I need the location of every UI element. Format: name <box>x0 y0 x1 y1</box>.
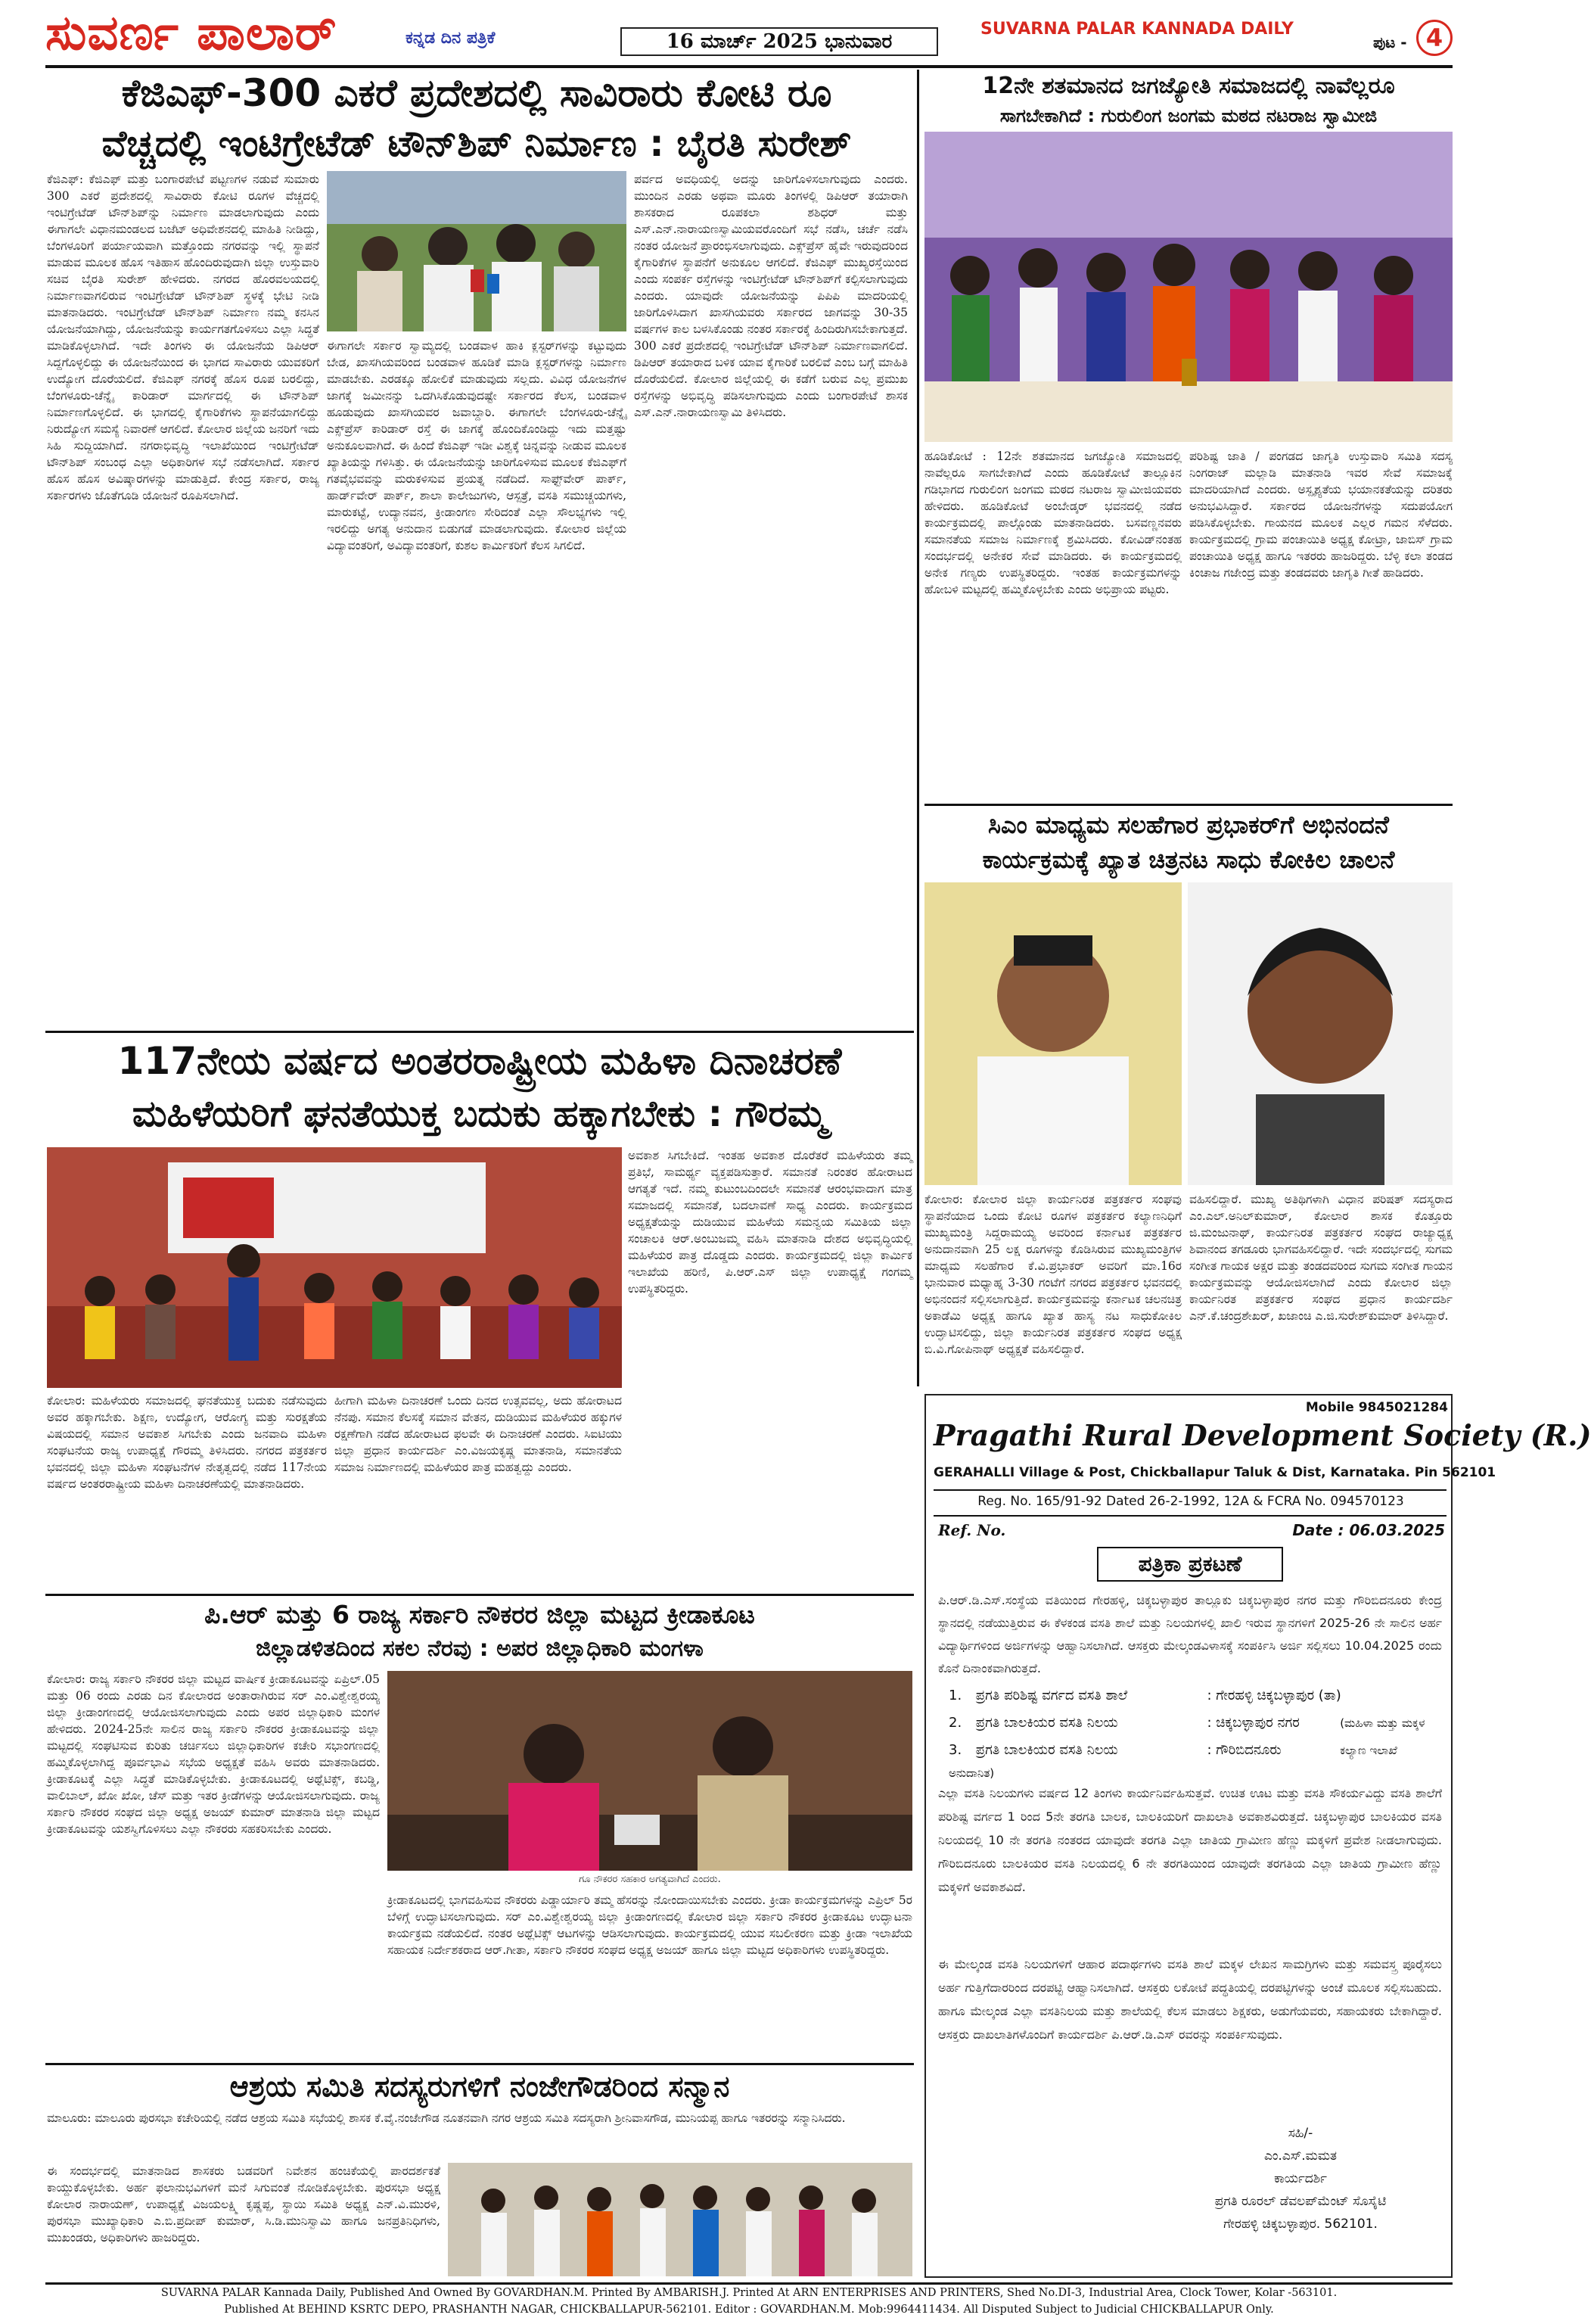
story1-col3: ಪರ್ವದ ಅವಧಿಯಲ್ಲಿ ಅದನ್ನು ಜಾರಿಗೊಳಿಸಲಾಗುವುದು ಎಂದರು. ಮುಂದಿನ ಎರಡು ಅಥವಾ ಮೂರು ತಿಂಗಳಲ್ಲಿ ಡಿಪಿಆರ್ ತಯಾರಾಗಿ ಶಾಸಕರಾದ ರೂಪಕಲಾ ಶಶಿಧರ್ ಮತ್ತು ಎಸ್.ಎನ್.ನಾರಾಯಣಸ್ವಾಮಿಯವರೊಂದಿಗೆ ಸಭೆ ನಡೆಸಿ, ಚರ್ಚೆ ನಡೆಸಿ ನಂತರ ಯೋಜನೆ ಪ್ರಾರಂಭಿಸಲಾಗುವುದು. ಎಕ್ಸ್‌ಪ್ರೆಸ್ ಹೈವೇ ಇರುವುದರಿಂದ ಕೈಗಾರಿಕೆಗಳ ಸ್ಥಾಪನೆಗೆ ಅನುಕೂಲ ಆಗಲಿದೆ. ಕೆಜಿಎಫ್ ಮುಖ್ಯರಸ್ತೆಯಿಂದ ಎಂದು ಸಂಪರ್ಕ ರಸ್ತೆಗಳನ್ನು ಇಂಟಿಗ್ರೇಟೆಡ್ ಟೌನ್‌ಶಿಪ್‌ಗೆ ಕಲ್ಪಿಸಲಾಗುವುದು ಎಂದರು. ಯಾವುದೇ ಯೋಜನೆಯನ್ನು ಪಿಪಿಪಿ ಮಾದರಿಯಲ್ಲಿ ಜಾರಿಗೊಳಿಸಿದಾಗ ಖಾಸಗಿಯವರು ಸರ್ಕಾರದ ಜಾಗವನ್ನು 30-35 ವರ್ಷಗಳ ಕಾಲ ಬಳಸಿಕೊಂಡು ನಂತರ ಸರ್ಕಾರಕ್ಕೆ ಹಿಂದಿರುಗಿಸಬೇಕಾಗುತ್ತದೆ. 300 ಎಕರೆ ಪ್ರದೇಶದಲ್ಲಿ ಇಂಟಿಗ್ರೇಟೆಡ್ ಟೌನ್‌ಶಿಪ್ ನಿರ್ಮಾಣವಾಗಲಿದೆ. ಡಿಪಿಆರ್ ತಯಾರಾದ ಬಳಿಕ ಯಾವ ಕೈಗಾರಿಕೆ ಬರಲಿವೆ ಎಂಬ ಬಗ್ಗೆ ಮಾಹಿತಿ ದೊರೆಯಲಿದೆ. ಕೋಲಾರ ಜಿಲ್ಲೆಯಲ್ಲಿ ಈ ಕಡೆಗೆ ಬರುವ ಎಲ್ಲ ಪ್ರಮುಖ ರಸ್ತೆಗಳನ್ನು ಅಭಿವೃದ್ಧಿ ಪಡಿಸಲಾಗುವುದು ಎಂದು ಬಂಗಾರಪೇಟೆ ಶಾಸಕ ಎಸ್.ಎನ್.ನಾರಾಯಣಸ್ವಾಮಿ ತಿಳಿಸಿದರು. <box>634 173 908 419</box>
list-num: 2. <box>949 1715 962 1731</box>
story6-headline: ಆಶ್ರಯ ಸಮಿತಿ ಸದಸ್ಯರುಗಳಿಗೆ ನಂಜೇಗೌಡರಿಂದ ಸನ್ಮಾನ <box>229 2070 730 2103</box>
story1-col2: ಈಗಾಗಲೇ ಸರ್ಕಾರ ಸ್ವಾಮ್ಯದಲ್ಲಿ ಬಂಡವಾಳ ಹಾಕಿ ಕ್ಲಸ್ಟರ್‌ಗಳನ್ನು ಕಟ್ಟುವುದು ಬೇಡ, ಖಾಸಗಿಯವರಿಂದ ಬಂಡವಾಳ ಹೂಡಿಕೆ ಮಾಡಿ ಕ್ಲಸ್ಟರ್‌ಗಳನ್ನು ನಿರ್ಮಾಣ ಮಾಡಬೇಕು. ಎರಡಕ್ಕೂ ಹೋಲಿಕೆ ಮಾಡುವುದು ಸಲ್ಲದು. ವಿವಿಧ ಯೋಜನೆಗಳ ಜಾಗಕ್ಕೆ ಜಮೀನನ್ನು ಒದಗಿಸಿಕೊಡುವುದಷ್ಟೇ ಸರ್ಕಾರದ ಕೆಲಸ, ಬಂಡವಾಳ ಹೂಡುವುದು ಖಾಸಗಿಯವರ ಜವಾಬ್ದಾರಿ. ಈಗಾಗಲೇ ಬೆಂಗಳೂರು-ಚೆನ್ನೈ ಎಕ್ಸ್‌ಪ್ರೆಸ್ ಕಾರಿಡಾರ್ ರಸ್ತೆ ಈ ಜಾಗಕ್ಕೆ ಹೊಂದಿಕೊಂಡಿದ್ದು ಇದು ಮತ್ತಷ್ಟು ಅನುಕೂಲವಾಗಿದೆ. ಈ ಹಿಂದೆ ಕೆಜಿಎಫ್ ಇಡೀ ವಿಶ್ವಕ್ಕೆ ಚಿನ್ನವನ್ನು ನೀಡುವ ಮೂಲಕ ಖ್ಯಾತಿಯನ್ನು ಗಳಿಸಿತ್ತು. ಈ ಯೋಜನೆಯನ್ನು ಜಾರಿಗೊಳಿಸುವ ಮೂಲಕ ಕೆಜಿಎಫ್‌ಗೆ ಗತವೈಭವವನ್ನು ಮರುಕಳಿಸುವ ಪ್ರಯತ್ನ ನಡೆದಿದೆ. ಸಾಫ್ಟ್‌ವೇರ್ ಪಾರ್ಕ್, ಹಾರ್ಡ್‌ವೇರ್ ಪಾರ್ಕ್, ಶಾಲಾ ಕಾಲೇಜುಗಳು, ಆಸ್ಪತ್ರೆ, ವಸತಿ ಸಮುಚ್ಚಯಗಳು, ಮಾರುಕಟ್ಟೆ, ಉದ್ಯಾನವನ, ಕ್ರೀಡಾಂಗಣ ಸೇರಿದಂತೆ ಎಲ್ಲಾ ಸೌಲಭ್ಯಗಳು ಇಲ್ಲಿ ಇರಲಿದ್ದು ಅಗತ್ಯ ಅನುದಾನ ಬಿಡುಗಡೆ ಮಾಡಲಾಗುವುದು. ಕೋಲಾರ ಜಿಲ್ಲೆಯ ವಿದ್ಯಾವಂತರಿಗೆ, ಅವಿದ್ಯಾವಂತರಿಗೆ, ಕುಶಲ ಕಾರ್ಮಿಕರಿಗೆ ಕೆಲಸ ಸಿಗಲಿದೆ. <box>327 339 626 552</box>
list-value: : ಗೌರಿಬಿದನೂರು <box>1207 1742 1282 1758</box>
story1-headline-line1: ಕೆಜಿಎಫ್-300 ಎಕರೆ ಪ್ರದೇಶದಲ್ಲಿ ಸಾವಿರಾರು ಕೋಟಿ ರೂ <box>121 71 832 115</box>
meeting-photo <box>387 1671 912 1871</box>
page-number-badge <box>1416 20 1453 56</box>
story5-col2: ಕ್ರೀಡಾಕೂಟದಲ್ಲಿ ಭಾಗವಹಿಸುವ ನೌಕರರು ಪಿಡ್ಡಾರ್ಯಾರಿ ತಮ್ಮ ಹೆಸರನ್ನು ನೋಂದಾಯಿಸಬೇಕು ಎಂದರು. ಕ್ರೀಡಾ ಕಾರ್ಯಕ್ರಮಗಳನ್ನು ಎಪ್ರಿಲ್ 5ರ ಬೆಳಿಗ್ಗೆ ಉದ್ಘಾಟಿಸಲಾಗುವುದು. ಸರ್ ಎಂ.ವಿಶ್ವೇಶ್ವರಯ್ಯ ಜಿಲ್ಲಾ ಕ್ರೀಡಾಂಗಣದಲ್ಲಿ ಕೋಲಾರ ಜಿಲ್ಲಾ ಸರ್ಕಾರಿ ನೌಕರರ ಕ್ರೀಡಾಕೂಟ ಉದ್ಘಾಟನಾ ಕಾರ್ಯಕ್ರಮ ನಡೆಯಲಿದೆ. ನಂತರ ಅಥ್ಲೆಟಿಕ್ಸ್ ಆಟಗಳನ್ನು ಆಡಿಸಲಾಗುವುದು. ಕಾರ್ಯಕ್ರಮದಲ್ಲಿ ಯುವ ಸಬಲೀಕರಣ ಮತ್ತು ಕ್ರೀಡಾ ಇಲಾಖೆಯ ಸಹಾಯಕ ನಿರ್ದೇಶಕರಾದ ಆರ್.ಗೀತಾ, ಸರ್ಕಾರಿ ನೌಕರರ ಸಂಘದ ಅಧ್ಯಕ್ಷ ಅಜಯ್ ಹಾಗೂ ಜಿಲ್ಲಾ ಮಟ್ಟದ ಅಧಿಕಾರಿಗಳು ಉಪಸ್ಥಿತರಿದ್ದರು. <box>387 1893 912 1957</box>
sign-place: ಗೇರಹಳ್ಳಿ ಚಿಕ್ಕಬಳ್ಳಾಪುರ. 562101. <box>1223 2217 1378 2232</box>
list-note: (ಮಹಿಳಾ ಮತ್ತು ಮಕ್ಕಳ <box>1340 1716 1425 1730</box>
newspaper-logo: ಸುವರ್ಣ ಪಾಲಾರ್ <box>45 5 337 61</box>
notice-para2: ಎಲ್ಲಾ ವಸತಿ ನಿಲಯಗಳು ವರ್ಷದ 12 ತಿಂಗಳು ಕಾರ್ಯನಿರ್ವಹಿಸುತ್ತವೆ. ಉಚಿತ ಊಟ ಮತ್ತು ವಸತಿ ಸೌಕರ್ಯವಿದ್ದು ವಸತಿ ಶಾಲೆಗೆ ಪರಿಶಿಷ್ಟ ವರ್ಗದ 1 ರಿಂದ 5ನೇ ತರಗತಿ ಬಾಲಕ, ಬಾಲಕಿಯರಿಗೆ ದಾಖಲಾತಿ ಅವಕಾಶವಿರುತ್ತದೆ. ಚಿಕ್ಕಬಳ್ಳಾಪುರ ಬಾಲಕಿಯರ ವಸತಿ ನಿಲಯದಲ್ಲಿ 10 ನೇ ತರಗತಿ ನಂತರದ ಯಾವುದೇ ತರಗತಿ ಎಲ್ಲಾ ಜಾತಿಯ ಗ್ರಾಮೀಣ ಹೆಣ್ಣು ಮಕ್ಕಳಿಗೆ ಪ್ರವೇಶ ನೀಡಲಾಗುವುದು. ಗೌರಿಬಿದನೂರು ಬಾಲಕಿಯರ ವಸತಿ ನಿಲಯದಲ್ಲಿ 6 ನೇ ತರಗತಿಯಿಂದ ಯಾವುದೇ ತರಗತಿಯ ಎಲ್ಲಾ ಜಾತಿಯ ಗ್ರಾಮೀಣ ಹೆಣ್ಣು ಮಕ್ಕಳಿಗೆ ಅವಕಾಶವಿದೆ. <box>938 1786 1442 1894</box>
story2-col1: ಹೂಡಿಕೋಟೆ : 12ನೇ ಶತಮಾನದ ಜಗಜ್ಯೋತಿ ಸಮಾಜದಲ್ಲಿ ನಾವೆಲ್ಲರೂ ಸಾಗಬೇಕಾಗಿದೆ ಎಂದು ಹೂಡಿಕೋಟೆ ತಾಲ್ಲೂಕಿನ ಗಡಿಭಾಗದ ಗುರುಲಿಂಗ ಜಂಗಮ ಮಠದ ನಟರಾಜ ಸ್ವಾಮೀಜಿಯವರು ಹೇಳಿದರು. ಹೂಡಿಕೋಟೆ ಅಂಬೇಡ್ಕರ್ ಭವನದಲ್ಲಿ ನಡೆದ ಕಾರ್ಯಕ್ರಮದಲ್ಲಿ ಪಾಲ್ಗೊಂಡು ಮಾತನಾಡಿದರು. ಬಸವಣ್ಣನವರು ಸಮಾನತೆಯ ಸಮಾಜ ನಿರ್ಮಾಣಕ್ಕೆ ಶ್ರಮಿಸಿದರು. ಕೋವಿಡ್‌ನಂತಹ ಸಂದರ್ಭದಲ್ಲಿ ಅನೇಕರ ಸೇವೆ ಮಾಡಿದರು. ಈ ಕಾರ್ಯಕ್ರಮದಲ್ಲಿ ಅನೇಕ ಗಣ್ಯರು ಉಪಸ್ಥಿತರಿದ್ದರು. ಇಂತಹ ಕಾರ್ಯಕ್ರಮಗಳನ್ನು ಹೋಬಳಿ ಮಟ್ಟದಲ್ಲಿ ಹಮ್ಮಿಕೊಳ್ಳಬೇಕು ಎಂದು ಅಭಿಪ್ರಾಯ ಪಟ್ಟರು. <box>924 450 1182 596</box>
list-label: ಪ್ರಗತಿ ಪರಿಶಿಷ್ಟ ವರ್ಗದ ವಸತಿ ಶಾಲೆ <box>975 1688 1128 1703</box>
story1-headline-line2: ವೆಚ್ಚದಲ್ಲಿ ಇಂಟಿಗ್ರೇಟೆಡ್ ಟೌನ್‌ಶಿಪ್ ನಿರ್ಮಾಣ : ಬೈರತಿ ಸುರೇಶ್ <box>101 123 852 165</box>
notice-title: ಪತ್ರಿಕಾ ಪ್ರಕಟಣೆ <box>1138 1551 1242 1576</box>
stage-event-photo <box>924 132 1453 442</box>
story5-photo-caption: ಗೂ ನೌಕರರ ಸಹಕಾರ ಅಗತ್ಯವಾಗಿದೆ ಎಂದರು. <box>579 1874 721 1885</box>
notice-para3: ಈ ಮೇಲ್ಕಂಡ ವಸತಿ ನಿಲಯಗಳಿಗೆ ಆಹಾರ ಪದಾರ್ಥಗಳು ವಸತಿ ಶಾಲೆ ಮಕ್ಕಳ ಲೇಖನ ಸಾಮಗ್ರಿಗಳು ಮತ್ತು ಸಮವಸ್ತ್ರ ಪೂರೈಸಲು ಅರ್ಹ ಗುತ್ತಿಗೆದಾರರಿಂದ ದರಪಟ್ಟಿ ಆಹ್ವಾನಿಸಲಾಗಿದೆ. ಆಸಕ್ತರು ಲಕೋಟೆ ಪದ್ಧತಿಯಲ್ಲಿ ದರಪಟ್ಟಿಗಳನ್ನು ಅಂಚೆ ಮೂಲಕ ಸಲ್ಲಿಸಬಹುದು. ಹಾಗೂ ಮೇಲ್ಕಂಡ ಎಲ್ಲಾ ವಸತಿನಿಲಯ ಮತ್ತು ಶಾಲೆಯಲ್ಲಿ ಕೆಲಸ ಮಾಡಲು ಶಿಕ್ಷಕರು, ಅಡುಗೆಯವರು, ಸಹಾಯಕರು ಬೇಕಾಗಿದ್ದಾರೆ. ಆಸಕ್ತರು ದಾಖಲಾತಿಗಳೊಂದಿಗೆ ಕಾರ್ಯದರ್ಶಿ ಪಿ.ಆರ್.ಡಿ.ಎಸ್ ರವರನ್ನು ಸಂಪರ್ಕಿಸುವುದು. <box>938 1957 1442 2042</box>
portrait-photo <box>924 882 1182 1185</box>
story2-headline-line2: ಸಾಗಬೇಕಾಗಿದೆ : ಗುರುಲಿಂಗ ಜಂಗಮ ಮಠದ ನಟರಾಜ ಸ್ವಾಮೀಜಿ <box>999 105 1378 126</box>
story4-col2: ಹೀಗಾಗಿ ಮಹಿಳಾ ದಿನಾಚರಣೆ ಒಂದು ದಿನದ ಉತ್ಸವವಲ್ಲ, ಅದು ಹೋರಾಟದ ನೆನಪು. ಸಮಾನ ಕೆಲಸಕ್ಕೆ ಸಮಾನ ವೇತನ, ದುಡಿಯುವ ಮಹಿಳೆಯರ ಹಕ್ಕುಗಳ ರಕ್ಷಣೆಗಾಗಿ ನಡೆದ ಹೋರಾಟದ ಫಲವೇ ಈ ದಿನಾಚರಣೆ ಎಂದರು. ಸಿಐಟಿಯು ಜಿಲ್ಲಾ ಪ್ರಧಾನ ಕಾರ್ಯದರ್ಶಿ ಎಂ.ವಿಜಯಕೃಷ್ಣ ಮಾತನಾಡಿ, ಸಮಾನತೆಯ ಸಮಾಜ ನಿರ್ಮಾಣದಲ್ಲಿ ಮಹಿಳೆಯರ ಪಾತ್ರ ಮಹತ್ವದ್ದು ಎಂದರು. <box>334 1394 622 1474</box>
story5-headline-line1: ಪಿ.ಆರ್ ಮತ್ತು 6 ರಾಜ್ಯ ಸರ್ಕಾರಿ ನೌಕರರ ಜಿಲ್ಲಾ ಮಟ್ಟದ ಕ್ರೀಡಾಕೂಟ <box>204 1600 755 1629</box>
sign-role: ಕಾರ್ಯದರ್ಶಿ <box>1274 2171 1327 2186</box>
notice-header-rule <box>934 1489 1447 1491</box>
notice-list-item <box>949 1712 1440 1734</box>
story1-col1: ಕೆಜಿಎಫ್: ಕೆಜಿಎಫ್ ಮತ್ತು ಬಂಗಾರಪೇಟೆ ಪಟ್ಟಣಗಳ ನಡುವೆ ಸುಮಾರು 300 ಎಕರೆ ಪ್ರದೇಶದಲ್ಲಿ ಸಾವಿರಾರು ಕೋಟಿ ರೂಗಳ ವೆಚ್ಚದಲ್ಲಿ ಇಂಟಿಗ್ರೇಟೆಡ್ ಟೌನ್‌ಶಿಪ್‌ನ್ನು ನಿರ್ಮಾಣ ಮಾಡಲಾಗುವುದು ಎಂದು ಈಗಾಗಲೇ ವಿಧಾನಮಂಡಲದ ಬಜೆಟ್ ಅಧಿವೇಶನದಲ್ಲಿ ಮಾಹಿತಿ ನೀಡಿದ್ದು, ಬೆಂಗಳೂರಿಗೆ ಪರ್ಯಾಯವಾಗಿ ಮತ್ತೊಂದು ನಗರವನ್ನು ಇಲ್ಲಿ ಸ್ಥಾಪನೆ ಮಾಡುವ ಮೂಲಕ ಹೊಸ ಇತಿಹಾಸ ಹೊಂದಿರುವುದಾಗಿ ಜಿಲ್ಲಾ ಉಸ್ತುವಾರಿ ಸಚಿವ ಬೈರತಿ ಸುರೇಶ್ ಹೇಳಿದರು. ನಗರದ ಹೊರವಲಯದಲ್ಲಿ ನಿರ್ಮಾಣವಾಗಲಿರುವ ಇಂಟಿಗ್ರೇಟೆಡ್ ಟೌನ್‌ಶಿಪ್ ಸ್ಥಳಕ್ಕೆ ಭೇಟಿ ನೀಡಿ ಮಾತನಾಡಿದರು. ಇಂಟಿಗ್ರೇಟೆಡ್ ಟೌನ್‌ಶಿಪ್ ನಿರ್ಮಾಣ ನಮ್ಮ ಕನಸಿನ ಯೋಜನೆಯಾಗಿದ್ದು, ಯೋಜನೆಯನ್ನು ಕಾರ್ಯಗತಗೊಳಿಸಲು ಎಲ್ಲಾ ಸಿದ್ಧತೆ ಮಾಡಿಕೊಳ್ಳಲಾಗಿದೆ. ಇದೇ ತಿಂಗಳು ಈ ಯೋಜನೆಯ ಡಿಪಿಆರ್ ಸಿದ್ದಗೊಳ್ಳಲಿದ್ದು ಈ ಯೋಜನೆಯಿಂದ ಈ ಭಾಗದ ಸಾವಿರಾರು ಯುವಕರಿಗೆ ಉದ್ಯೋಗ ದೊರೆಯಲಿದೆ. ಕೆಜಿಎಫ್ ನಗರಕ್ಕೆ ಹೊಸ ರೂಪ ಬರಲಿದ್ದು, ಬೆಂಗಳೂರು-ಚೆನ್ನೈ ಕಾರಿಡಾರ್ ಮಾರ್ಗದಲ್ಲಿ ಈ ಟೌನ್‌ಶಿಪ್ ನಿರ್ಮಾಣಗೊಳ್ಳಲಿದೆ. ಈ ಭಾಗದಲ್ಲಿ ಕೈಗಾರಿಕೆಗಳು ಸ್ಥಾಪನೆಯಾಗಲಿದ್ದು ನಿರುದ್ಯೋಗ ಸಮಸ್ಯೆ ನಿವಾರಣೆ ಆಗಲಿದೆ. ಕೋಲಾರ ಜಿಲ್ಲೆಯ ಜನರಿಗೆ ಇದು ಸಿಹಿ ಸುದ್ದಿಯಾಗಿದೆ. ನಗರಾಭಿವೃದ್ಧಿ ಇಲಾಖೆಯಿಂದ ಇಂಟಿಗ್ರೇಟೆಡ್ ಟೌನ್‌ಶಿಪ್ ಸಂಬಂಧ ಎಲ್ಲಾ ಅಧಿಕಾರಿಗಳ ಸಭೆ ನಡೆಸಲಾಗಿದೆ. ಸರ್ಕಾರ ಹೊಸ ಹೊಸ ಅವಿಷ್ಕಾರಗಳನ್ನು ಮಾಡುತ್ತಿದೆ. ಕೇಂದ್ರ ಸರ್ಕಾರ, ರಾಜ್ಯ ಸರ್ಕಾರಗಳು ಜೊತೆಗೂಡಿ ಯೋಜನೆ ರೂಪಿಸಲಾಗಿದೆ. <box>47 173 319 502</box>
story4-headline-line1: 117ನೇಯ ವರ್ಷದ ಅಂತರರಾಷ್ಟ್ರೀಯ ಮಹಿಳಾ ದಿನಾಚರಣೆ <box>117 1039 842 1083</box>
story5-photo <box>387 1671 912 1871</box>
notice-org-name: Pragathi Rural Development Society (R.) <box>934 1418 1591 1452</box>
list-num: 3. <box>949 1742 962 1758</box>
press-notice <box>924 1394 1591 2278</box>
press-conference-photo <box>327 171 626 331</box>
list-value: : ಚಿಕ್ಕಬಳ್ಳಾಪುರ ನಗರ <box>1207 1715 1300 1731</box>
notice-ref: Ref. No. <box>938 1521 1006 1539</box>
notice-signature <box>1153 2122 1448 2273</box>
story5-col1: ಕೋಲಾರ: ರಾಜ್ಯ ಸರ್ಕಾರಿ ನೌಕರರ ಜಿಲ್ಲಾ ಮಟ್ಟದ ವಾರ್ಷಿಕ ಕ್ರೀಡಾಕೂಟವನ್ನು ಏಪ್ರಿಲ್.05 ಮತ್ತು 06 ರಂದು ಎರಡು ದಿನ ಕೋಲಾರದ ಅಂತಾರಾಗಿರುವ ಸರ್ ಎಂ.ವಿಶ್ವೇಶ್ವರಯ್ಯ ಜಿಲ್ಲಾ ಕ್ರೀಡಾಂಗಣದಲ್ಲಿ ಆಯೋಜಿಸಲಾಗುವುದು ಎಂದು ಅಪರ ಜಿಲ್ಲಾಧಿಕಾರಿ ಮಂಗಳ ಹೇಳಿದರು. 2024-25ನೇ ಸಾಲಿನ ರಾಜ್ಯ ಸರ್ಕಾರಿ ನೌಕರರ ಕ್ರೀಡಾಕೂಟವನ್ನು ಜಿಲ್ಲಾ ಮಟ್ಟದಲ್ಲಿ ಸಂಘಟಿಸುವ ಕುರಿತು ಚರ್ಚಿಸಲು ಜಿಲ್ಲಾಧಿಕಾರಿಗಳ ಕಚೇರಿ ಸಭಾಂಗಣದಲ್ಲಿ ಹಮ್ಮಿಕೊಳ್ಳಲಾಗಿದ್ದ ಪೂರ್ವಭಾವಿ ಸಭೆಯ ಅಧ್ಯಕ್ಷತೆ ವಹಿಸಿ ಅವರು ಮಾತನಾಡಿದರು. ಕ್ರೀಡಾಕೂಟಕ್ಕೆ ಎಲ್ಲಾ ಸಿದ್ಧತೆ ಮಾಡಿಕೊಳ್ಳಬೇಕು. ಕ್ರೀಡಾಕೂಟದಲ್ಲಿ ಅಥ್ಲೆಟಿಕ್ಸ್, ಕಬಡ್ಡಿ, ವಾಲಿಬಾಲ್, ಖೋ ಖೋ, ಚೆಸ್ ಮತ್ತು ಇತರ ಕ್ರೀಡೆಗಳನ್ನು ಆಯೋಜಿಸಲಾಗುವುದು. ರಾಜ್ಯ ಸರ್ಕಾರಿ ನೌಕರರ ಸಂಘದ ಜಿಲ್ಲಾ ಅಧ್ಯಕ್ಷ ಅಜಯ್ ಕುಮಾರ್ ಮಾತನಾಡಿ ಜಿಲ್ಲಾ ಮಟ್ಟದ ಕ್ರೀಡಾಕೂಟವನ್ನು ಯಶಸ್ವಿಗೊಳಿಸಲು ಎಲ್ಲಾ ನೌಕರರು ಸಹಕರಿಸಬೇಕು ಎಂದರು. <box>47 1672 380 1836</box>
story5-top-rule <box>45 1594 914 1596</box>
story2-photo <box>924 132 1453 442</box>
masthead-rule <box>45 65 1453 68</box>
story3-col2: ವಹಿಸಲಿದ್ದಾರೆ. ಮುಖ್ಯ ಅತಿಥಿಗಳಾಗಿ ವಿಧಾನ ಪರಿಷತ್ ಸದಸ್ಯರಾದ ಎಂ.ಎಲ್.ಅನಿಲ್‌ಕುಮಾರ್, ಕೋಲಾರ ಶಾಸಕ ಕೊತ್ತೂರು ಜಿ.ಮಂಜುನಾಥ್, ಕಾರ್ಯನಿರತ ಪತ್ರಕರ್ತರ ಸಂಘದ ರಾಜ್ಯಾಧ್ಯಕ್ಷ ಶಿವಾನಂದ ತಗಡೂರು ಭಾಗವಹಿಸಲಿದ್ದಾರೆ. ಇದೇ ಸಂದರ್ಭದಲ್ಲಿ ಸುಗಮ ಸಂಗೀತ ಗಾಯಕ ಅಕ್ಷರ ಮತ್ತು ತಂಡದವರಿಂದ ಸುಗಮ ಸಂಗೀತ ಗಾಯನ ಕಾರ್ಯಕ್ರಮವನ್ನು ಆಯೋಜಿಸಲಾಗಿದೆ ಎಂದು ಕೋಲಾರ ಜಿಲ್ಲಾ ಕಾರ್ಯನಿರತ ಪತ್ರಕರ್ತರ ಸಂಘದ ಪ್ರಧಾನ ಕಾರ್ಯದರ್ಶಿ ಎನ್.ಕೆ.ಚಂದ್ರಶೇಖರ್, ಖಜಾಂಚಿ ಎ.ಜಿ.ಸುರೇಶ್‌ಕುಮಾರ್ ತಿಳಿಸಿದ್ದಾರೆ. <box>1189 1193 1453 1323</box>
story4-top-rule <box>45 1031 914 1033</box>
footer-rule <box>45 2282 1453 2285</box>
notice-list-item <box>949 1685 1440 1707</box>
sign-org: ಪ್ರಗತಿ ರೂರಲ್ ಡೆವಲಪ್‌ಮೆಂಟ್ ಸೊಸೈಟಿ <box>1214 2194 1387 2209</box>
story3-headline-line2: ಕಾರ್ಯಕ್ರಮಕ್ಕೆ ಖ್ಯಾತ ಚಿತ್ರನಟ ಸಾಧು ಕೋಕಿಲ ಚಾಲನೆ <box>982 845 1395 874</box>
sign-name: ಎಂ.ಎಸ್.ಮಮತ <box>1263 2148 1338 2164</box>
story4-col1: ಕೋಲಾರ: ಮಹಿಳೆಯರು ಸಮಾಜದಲ್ಲಿ ಘನತೆಯುಕ್ತ ಬದುಕು ನಡೆಸುವುದು ಅವರ ಹಕ್ಕಾಗಬೇಕು. ಶಿಕ್ಷಣ, ಉದ್ಯೋಗ, ಆರೋಗ್ಯ ಮತ್ತು ಸುರಕ್ಷತೆಯ ವಿಷಯದಲ್ಲಿ ಸಮಾನ ಅವಕಾಶ ಸಿಗಬೇಕು ಎಂದು ಜನವಾದಿ ಮಹಿಳಾ ಸಂಘಟನೆಯ ರಾಜ್ಯ ಉಪಾಧ್ಯಕ್ಷೆ ಗೌರಮ್ಮ ತಿಳಿಸಿದರು. ನಗರದ ಪತ್ರಕರ್ತರ ಭವನದಲ್ಲಿ ಜಿಲ್ಲಾ ಮಹಿಳಾ ಸಂಘಟನೆಗಳ ನೇತೃತ್ವದಲ್ಲಿ ನಡೆದ 117ನೇಯ ವರ್ಷದ ಅಂತರರಾಷ್ಟ್ರೀಯ ಮಹಿಳಾ ದಿನಾಚರಣೆಯಲ್ಲಿ ಮಾತನಾಡಿದರು. <box>47 1394 327 1491</box>
notice-title-box <box>1097 1547 1283 1582</box>
issue-date: 16 ಮಾರ್ಚ್ 2025 ಭಾನುವಾರ <box>620 27 938 56</box>
notice-para1: ಪಿ.ಆರ್.ಡಿ.ಎಸ್.ಸಂಸ್ಥೆಯ ವತಿಯಿಂದ ಗೇರಹಳ್ಳಿ, ಚಿಕ್ಕಬಳ್ಳಾಪುರ ತಾಲ್ಲೂಕು ಚಿಕ್ಕಬಳ್ಳಾಪುರ ನಗರ ಮತ್ತು ಗೌರಿಬಿದನೂರು ಕೇಂದ್ರ ಸ್ಥಾನದಲ್ಲಿ ನಡೆಯುತ್ತಿರುವ ಈ ಕೆಳಕಂಡ ವಸತಿ ಶಾಲೆ ಮತ್ತು ನಿಲಯಗಳಲ್ಲಿ ಖಾಲಿ ಇರುವ ಸ್ಥಾನಗಳಿಗೆ 2025-26 ನೇ ಸಾಲಿನ ಅರ್ಹ ವಿದ್ಯಾರ್ಥಿಗಳಿಂದ ಅರ್ಜಿಗಳನ್ನು ಆಹ್ವಾನಿಸಲಾಗಿದೆ. ಆಸಕ್ತರು ಮೇಲ್ಕಂಡವಿಳಾಸಕ್ಕೆ ಸಂಪರ್ಕಿಸಿ ಅರ್ಜಿ ಸಲ್ಲಿಸಲು 10.04.2025 ರಂದು ಕೊನೆ ದಿನಾಂಕವಾಗಿರುತ್ತದೆ. <box>938 1593 1442 1675</box>
list-note: ಕಲ್ಯಾಣ ಇಲಾಖೆ ಅನುದಾನಿತ) <box>949 1744 1397 1780</box>
story2-col2: ಪರಿಶಿಷ್ಟ ಜಾತಿ / ಪಂಗಡದ ಜಾಗೃತಿ ಉಸ್ತುವಾರಿ ಸಮಿತಿ ಸದಸ್ಯ ನಿಂಗರಾಜ್ ಮಲ್ಲಾಡಿ ಮಾತನಾಡಿ ಇವರ ಸೇವೆ ಸಮಾಜಕ್ಕೆ ಮಾದರಿಯಾಗಿದೆ ಎಂದರು. ಅಸ್ಪೃಶ್ಯತೆಯ ಭಯಾನಕತೆಯನ್ನು ದರಿತರು ಅನುಭವಿಸಿದ್ದಾರೆ. ಸರ್ಕಾರದ ಯೋಜನೆಗಳನ್ನು ಸದುಪಯೋಗ ಪಡಿಸಿಕೊಳ್ಳಬೇಕು. ಗಾಯನದ ಮೂಲಕ ಎಲ್ಲರ ಗಮನ ಸೆಳೆದರು. ಕಾರ್ಯಕ್ರಮದಲ್ಲಿ ಗ್ರಾಮ ಪಂಚಾಯಿತಿ ಅಧ್ಯಕ್ಷ ಕೋಟ್ರಾ, ಜಾಬಿಸ್ ಗ್ರಾಮ ಪಂಚಾಯಿತಿ ಅಧ್ಯಕ್ಷ ಹಾಗೂ ಇತರರು ಹಾಜರಿದ್ದರು. ಬೆಳ್ಳಿ ಕಲಾ ತಂಡದ ಕಿಂಚಾಜ ಗಜೇಂದ್ರ ಮತ್ತು ತಂಡದವರು ಜಾಗೃತಿ ಗೀತೆ ಹಾಡಿದರು. <box>1189 450 1453 580</box>
story6-intro: ಮಾಲೂರು: ಮಾಲೂರು ಪುರಸಭಾ ಕಚೇರಿಯಲ್ಲಿ ನಡೆದ ಆಶ್ರಯ ಸಮಿತಿ ಸಭೆಯಲ್ಲಿ ಶಾಸಕ ಕೆ.ವೈ.ನಂಜೇಗೌಡ ನೂತನವಾಗಿ ನಗರ ಆಶ್ರಯ ಸಮಿತಿ ಸದಸ್ಯರಾಗಿ ಶ್ರೀನಿವಾಸಗೌಡ, ಮುನಿಯಪ್ಪ ಹಾಗೂ ಇತರರನ್ನು ಸನ್ಮಾನಿಸಿದರು. <box>47 2111 846 2125</box>
list-num: 1. <box>949 1688 962 1703</box>
story4-side-col: ಅವಕಾಶ ಸಿಗಬೇಕಿದೆ. ಇಂತಹ ಅವಕಾಶ ದೊರೆತರೆ ಮಹಿಳೆಯರು ತಮ್ಮ ಪ್ರತಿಭೆ, ಸಾಮರ್ಥ್ಯ ವ್ಯಕ್ತಪಡಿಸುತ್ತಾರೆ. ಸಮಾನತೆ ನಿರಂತರ ಹೋರಾಟದ ಆಗತ್ಯತೆ ಇದೆ. ನಮ್ಮ ಕುಟುಂಬದಿಂದಲೇ ಸಮಾನತೆ ಆರಂಭವಾದಾಗ ಮಾತ್ರ ಸಮಾಜದಲ್ಲಿ ಸಮಾನತೆ, ಬದಲಾವಣೆ ಸಾಧ್ಯ ಎಂದರು. ಕಾರ್ಯಕ್ರಮದ ಅಧ್ಯಕ್ಷತೆಯನ್ನು ದುಡಿಯುವ ಮಹಿಳೆಯ ಸಮನ್ವಯ ಸಮಿತಿಯ ಜಿಲ್ಲಾ ಸಂಚಾಲಕಿ ಆರ್.ಅಂಬುಜಮ್ಮ ವಹಿಸಿ ಮಾತನಾಡಿ ದೇಶದ ಅಭಿವೃದ್ಧಿಯಲ್ಲಿ ಮಹಿಳೆಯರ ಪಾತ್ರ ದೊಡ್ಡದು ಎಂದರು. ಕಾರ್ಯಕ್ರಮದಲ್ಲಿ ಜಿಲ್ಲಾ ಕಾರ್ಮಿಕ ಇಲಾಖೆಯ ಹರಿಣಿ, ಪಿ.ಆರ್.ಎಸ್ ಜಿಲ್ಲಾ ಉಪಾಧ್ಯಕ್ಷೆ ಗಂಗಮ್ಮ ಉಪಸ್ಥಿತರಿದ್ದರು. <box>628 1149 912 1296</box>
portrait-photo <box>1188 882 1453 1185</box>
story4-photo <box>47 1147 622 1388</box>
felicitation-photo <box>448 2163 912 2276</box>
page-label: ಪುಟ - <box>1373 33 1407 51</box>
notice-reg-rule <box>934 1515 1447 1517</box>
notice-mobile: Mobile 9845021284 <box>1305 1400 1448 1415</box>
story6-body: ಈ ಸಂದರ್ಭದಲ್ಲಿ ಮಾತನಾಡಿದ ಶಾಸಕರು ಬಡವರಿಗೆ ನಿವೇಶನ ಹಂಚಿಕೆಯಲ್ಲಿ ಪಾರದರ್ಶಕತೆ ಕಾಯ್ದುಕೊಳ್ಳಬೇಕು. ಅರ್ಹ ಫಲಾನುಭವಿಗಳಿಗೆ ಮನೆ ಸಿಗುವಂತೆ ನೋಡಿಕೊಳ್ಳಬೇಕು. ಪುರಸಭಾ ಅಧ್ಯಕ್ಷ ಕೋಲಾರ ನಾರಾಯಣ್, ಉಪಾಧ್ಯಕ್ಷೆ ವಿಜಯಲಕ್ಷ್ಮಿ ಕೃಷ್ಣಪ್ಪ, ಸ್ಥಾಯಿ ಸಮಿತಿ ಅಧ್ಯಕ್ಷ ಎನ್.ವಿ.ಮುರಳಿ, ಪುರಸಭಾ ಮುಖ್ಯಾಧಿಕಾರಿ ಎ.ಬಿ.ಪ್ರದೀಪ್ ಕುಮಾರ್, ಸಿ.ಡಿ.ಮುನಿಸ್ವಾಮಿ ಹಾಗೂ ಜನಪ್ರತಿನಿಧಿಗಳು, ಮುಖಂಡರು, ಅಧಿಕಾರಿಗಳು ಹಾಜರಿದ್ದರು. <box>47 2164 440 2245</box>
notice-address: GERAHALLI Village & Post, Chickballapur Taluk & Dist, Karnataka. Pin 562101 <box>934 1465 1496 1480</box>
notice-date: Date : 06.03.2025 <box>1292 1521 1445 1539</box>
notice-list <box>949 1685 1440 1780</box>
list-label: ಪ್ರಗತಿ ಬಾಲಕಿಯರ ವಸತಿ ನಿಲಯ <box>975 1715 1118 1731</box>
notice-reg: Reg. No. 165/91-92 Dated 26-2-1992, 12A & FCRA No. 094570123 <box>977 1494 1404 1509</box>
story6-top-rule <box>45 2063 914 2065</box>
prabhakar-portrait <box>924 882 1182 1185</box>
list-label: ಪ್ರಗತಿ ಬಾಲಕಿಯರ ವಸತಿ ನಿಲಯ <box>975 1742 1118 1758</box>
story3-top-rule <box>924 804 1453 806</box>
story4-headline-line2: ಮಹಿಳೆಯರಿಗೆ ಘನತೆಯುಕ್ತ ಬದುಕು ಹಕ್ಕಾಗಬೇಕು : ಗೌರಮ್ಮ <box>132 1093 828 1135</box>
story5-headline-line2: ಜಿಲ್ಲಾಡಳಿತದಿಂದ ಸಕಲ ನೆರವು : ಅಪರ ಜಿಲ್ಲಾಧಿಕಾರಿ ಮಂಗಳಾ <box>256 1635 704 1662</box>
page-number: 4 <box>1425 23 1443 52</box>
footer-line1: SUVARNA PALAR Kannada Daily, Published And Owned By GOVARDHAN.M. Printed By AMBARISH.J. Printed At ARN ENTERPRISES AND PRINTERS, Shed No.DI-3, Industrial Area, Clock Tower, Kolar -563101. <box>160 2287 1338 2299</box>
story6-photo <box>448 2163 912 2276</box>
notice-list-item <box>949 1739 1440 1780</box>
newspaper-tagline: ಕನ್ನಡ ದಿನ ಪತ್ರಿಕೆ <box>406 29 496 48</box>
footer-line2: Published At BEHIND KSRTC DEPO, PRASHANTH NAGAR, CHICKBALLAPUR-562101. Editor : GOVARDHAN.M. Mob:9964411434. All Disputed Subject to Judicial CHICKBALLAPUR Only. <box>224 2304 1274 2316</box>
right-column-divider <box>917 70 919 1386</box>
story2-headline-line1: 12ನೇ ಶತಮಾನದ ಜಗಜ್ಯೋತಿ ಸಮಾಜದಲ್ಲಿ ನಾವೆಲ್ಲರೂ <box>982 73 1395 99</box>
english-masthead: SUVARNA PALAR KANNADA DAILY <box>980 20 1294 39</box>
story3-col1: ಕೋಲಾರ: ಕೋಲಾರ ಜಿಲ್ಲಾ ಕಾರ್ಯನಿರತ ಪತ್ರಕರ್ತರ ಸಂಘವು ಸ್ಥಾಪನೆಯಾದ ಒಂದು ಕೋಟಿ ರೂಗಳ ಪತ್ರಕರ್ತರ ಕಲ್ಯಾಣನಿಧಿಗೆ ಮುಖ್ಯಮಂತ್ರಿ ಸಿದ್ದರಾಮಯ್ಯ ಅವರಿಂದ ಕರ್ನಾಟಕ ಪತ್ರಕರ್ತರ ಅನುದಾನವಾಗಿ 25 ಲಕ್ಷ ರೂಗಳನ್ನು ಕೊಡಿಸಿರುವ ಮುಖ್ಯಮಂತ್ರಿಗಳ ಮಾಧ್ಯಮ ಸಲಹೆಗಾರ ಕೆ.ವಿ.ಪ್ರಭಾಕರ್ ಅವರಿಗೆ ಮಾ.16ರ ಭಾನುವಾರ ಮಧ್ಯಾಹ್ನ 3-30 ಗಂಟೆಗೆ ನಗರದ ಪತ್ರಕರ್ತರ ಭವನದಲ್ಲಿ ಅಭಿನಂದನೆ ಸಲ್ಲಿಸಲಾಗುತ್ತಿದೆ. ಕಾರ್ಯಕ್ರಮವನ್ನು ಕರ್ನಾಟಕ ಚಲನಚಿತ್ರ ಅಕಾಡೆಮಿ ಅಧ್ಯಕ್ಷ ಹಾಗೂ ಖ್ಯಾತ ಹಾಸ್ಯ ನಟ ಸಾಧುಕೋಕಿಲ ಉದ್ಘಾಟಿಸಲಿದ್ದು, ಜಿಲ್ಲಾ ಕಾರ್ಯನಿರತ ಪತ್ರಕರ್ತರ ಸಂಘದ ಅಧ್ಯಕ್ಷ ಬಿ.ವಿ.ಗೋಪಿನಾಥ್ ಅಧ್ಯಕ್ಷತೆ ವಹಿಸಲಿದ್ದಾರೆ. <box>924 1193 1182 1356</box>
sign-prefix: ಸಹಿ/- <box>1288 2126 1313 2141</box>
list-value: : ಗೇರಹಳ್ಳಿ ಚಿಕ್ಕಬಳ್ಳಾಪುರ (ತಾ) <box>1207 1688 1341 1703</box>
story3-headline-line1: ಸಿಎಂ ಮಾಧ್ಯಮ ಸಲಹೆಗಾರ ಪ್ರಭಾಕರ್‌ಗೆ ಅಭಿನಂದನೆ <box>988 810 1389 839</box>
womens-day-event-photo <box>47 1147 622 1388</box>
masthead <box>45 5 1453 62</box>
story1-photo <box>327 171 626 331</box>
sadhu-kokila-portrait <box>1188 882 1453 1185</box>
